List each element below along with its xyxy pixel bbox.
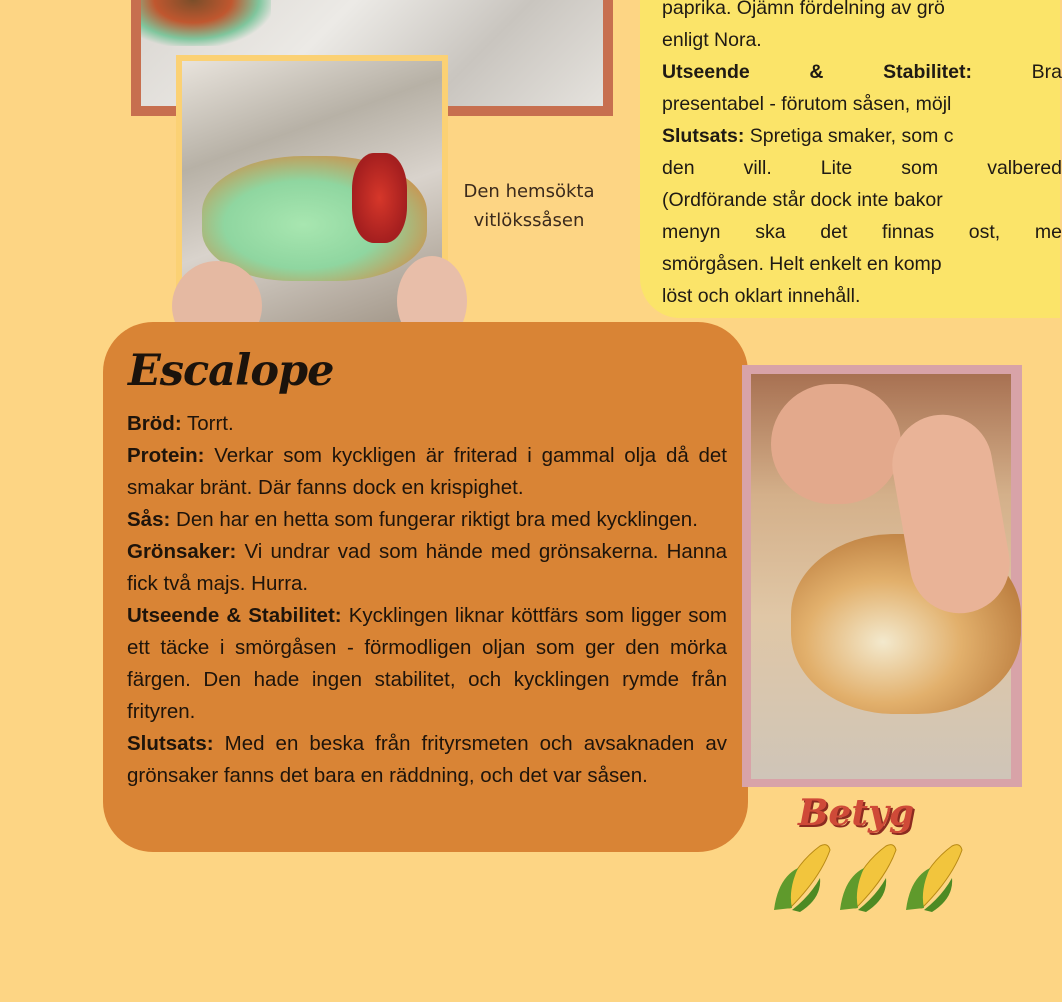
review-line: smörgåsen. Helt enkelt en komp	[662, 253, 942, 275]
review-protein: Protein: Verkar som kyckligen är friterad i gammal olja då det smakar bränt. Där fanns dock en krispighet.	[127, 444, 727, 499]
caption-line-2: vitlökssåsen	[473, 210, 585, 231]
review-line: enligt Nora.	[662, 29, 762, 51]
caption-line-1: Den hemsökta	[463, 181, 595, 202]
review-brod: Bröd: Torrt.	[127, 412, 234, 435]
sauce-photo-caption	[448, 177, 610, 235]
corn-icon	[770, 838, 836, 913]
review-line: (Ordförande står dock inte bakor	[662, 189, 943, 211]
previous-review-text	[662, 0, 1062, 312]
corn-icon	[836, 838, 902, 913]
escalope-review-text	[127, 408, 727, 792]
review-line: menyn ska det finnas ost, me	[662, 221, 1062, 243]
review-utseende: Utseende & Stabilitet: Kycklingen liknar köttfärs som ligger som ett täcke i smörgåsen - förmodligen oljan som ger den mörka färgen. Den hade ingen stabilitet, och kycklingen rymde från frityren.	[127, 604, 727, 723]
previous-review-box	[640, 0, 1060, 318]
escalope-title: Escalope	[128, 346, 334, 396]
corn-icon	[902, 838, 968, 913]
review-sas: Sås: Den har en hetta som fungerar riktigt bra med kycklingen.	[127, 508, 698, 531]
review-line: paprika. Ojämn fördelning av grö	[662, 0, 945, 19]
review-line: presentabel - förutom såsen, möjl	[662, 93, 952, 115]
rating-label: Betyg	[798, 792, 915, 834]
review-gronsaker: Grönsaker: Vi undrar vad som hände med grönsakerna. Hanna fick två majs. Hurra.	[127, 540, 728, 595]
escalope-review-box	[103, 322, 748, 852]
sauce-photo	[176, 55, 448, 340]
review-line: den vill. Lite som valbered	[662, 157, 1062, 179]
review-line: Slutsats: Spretiga smaker, som c	[662, 125, 954, 147]
review-slutsats: Slutsats: Med en beska från frityrsmeten och avsaknaden av grönsaker fanns det bara en räddning, och det var såsen.	[127, 732, 727, 787]
hand-sandwich-photo	[742, 365, 1022, 787]
review-line: Utseende & Stabilitet: Bra	[662, 61, 1062, 83]
review-line: löst och oklart innehåll.	[662, 285, 861, 307]
rating-corn-row	[770, 838, 980, 913]
